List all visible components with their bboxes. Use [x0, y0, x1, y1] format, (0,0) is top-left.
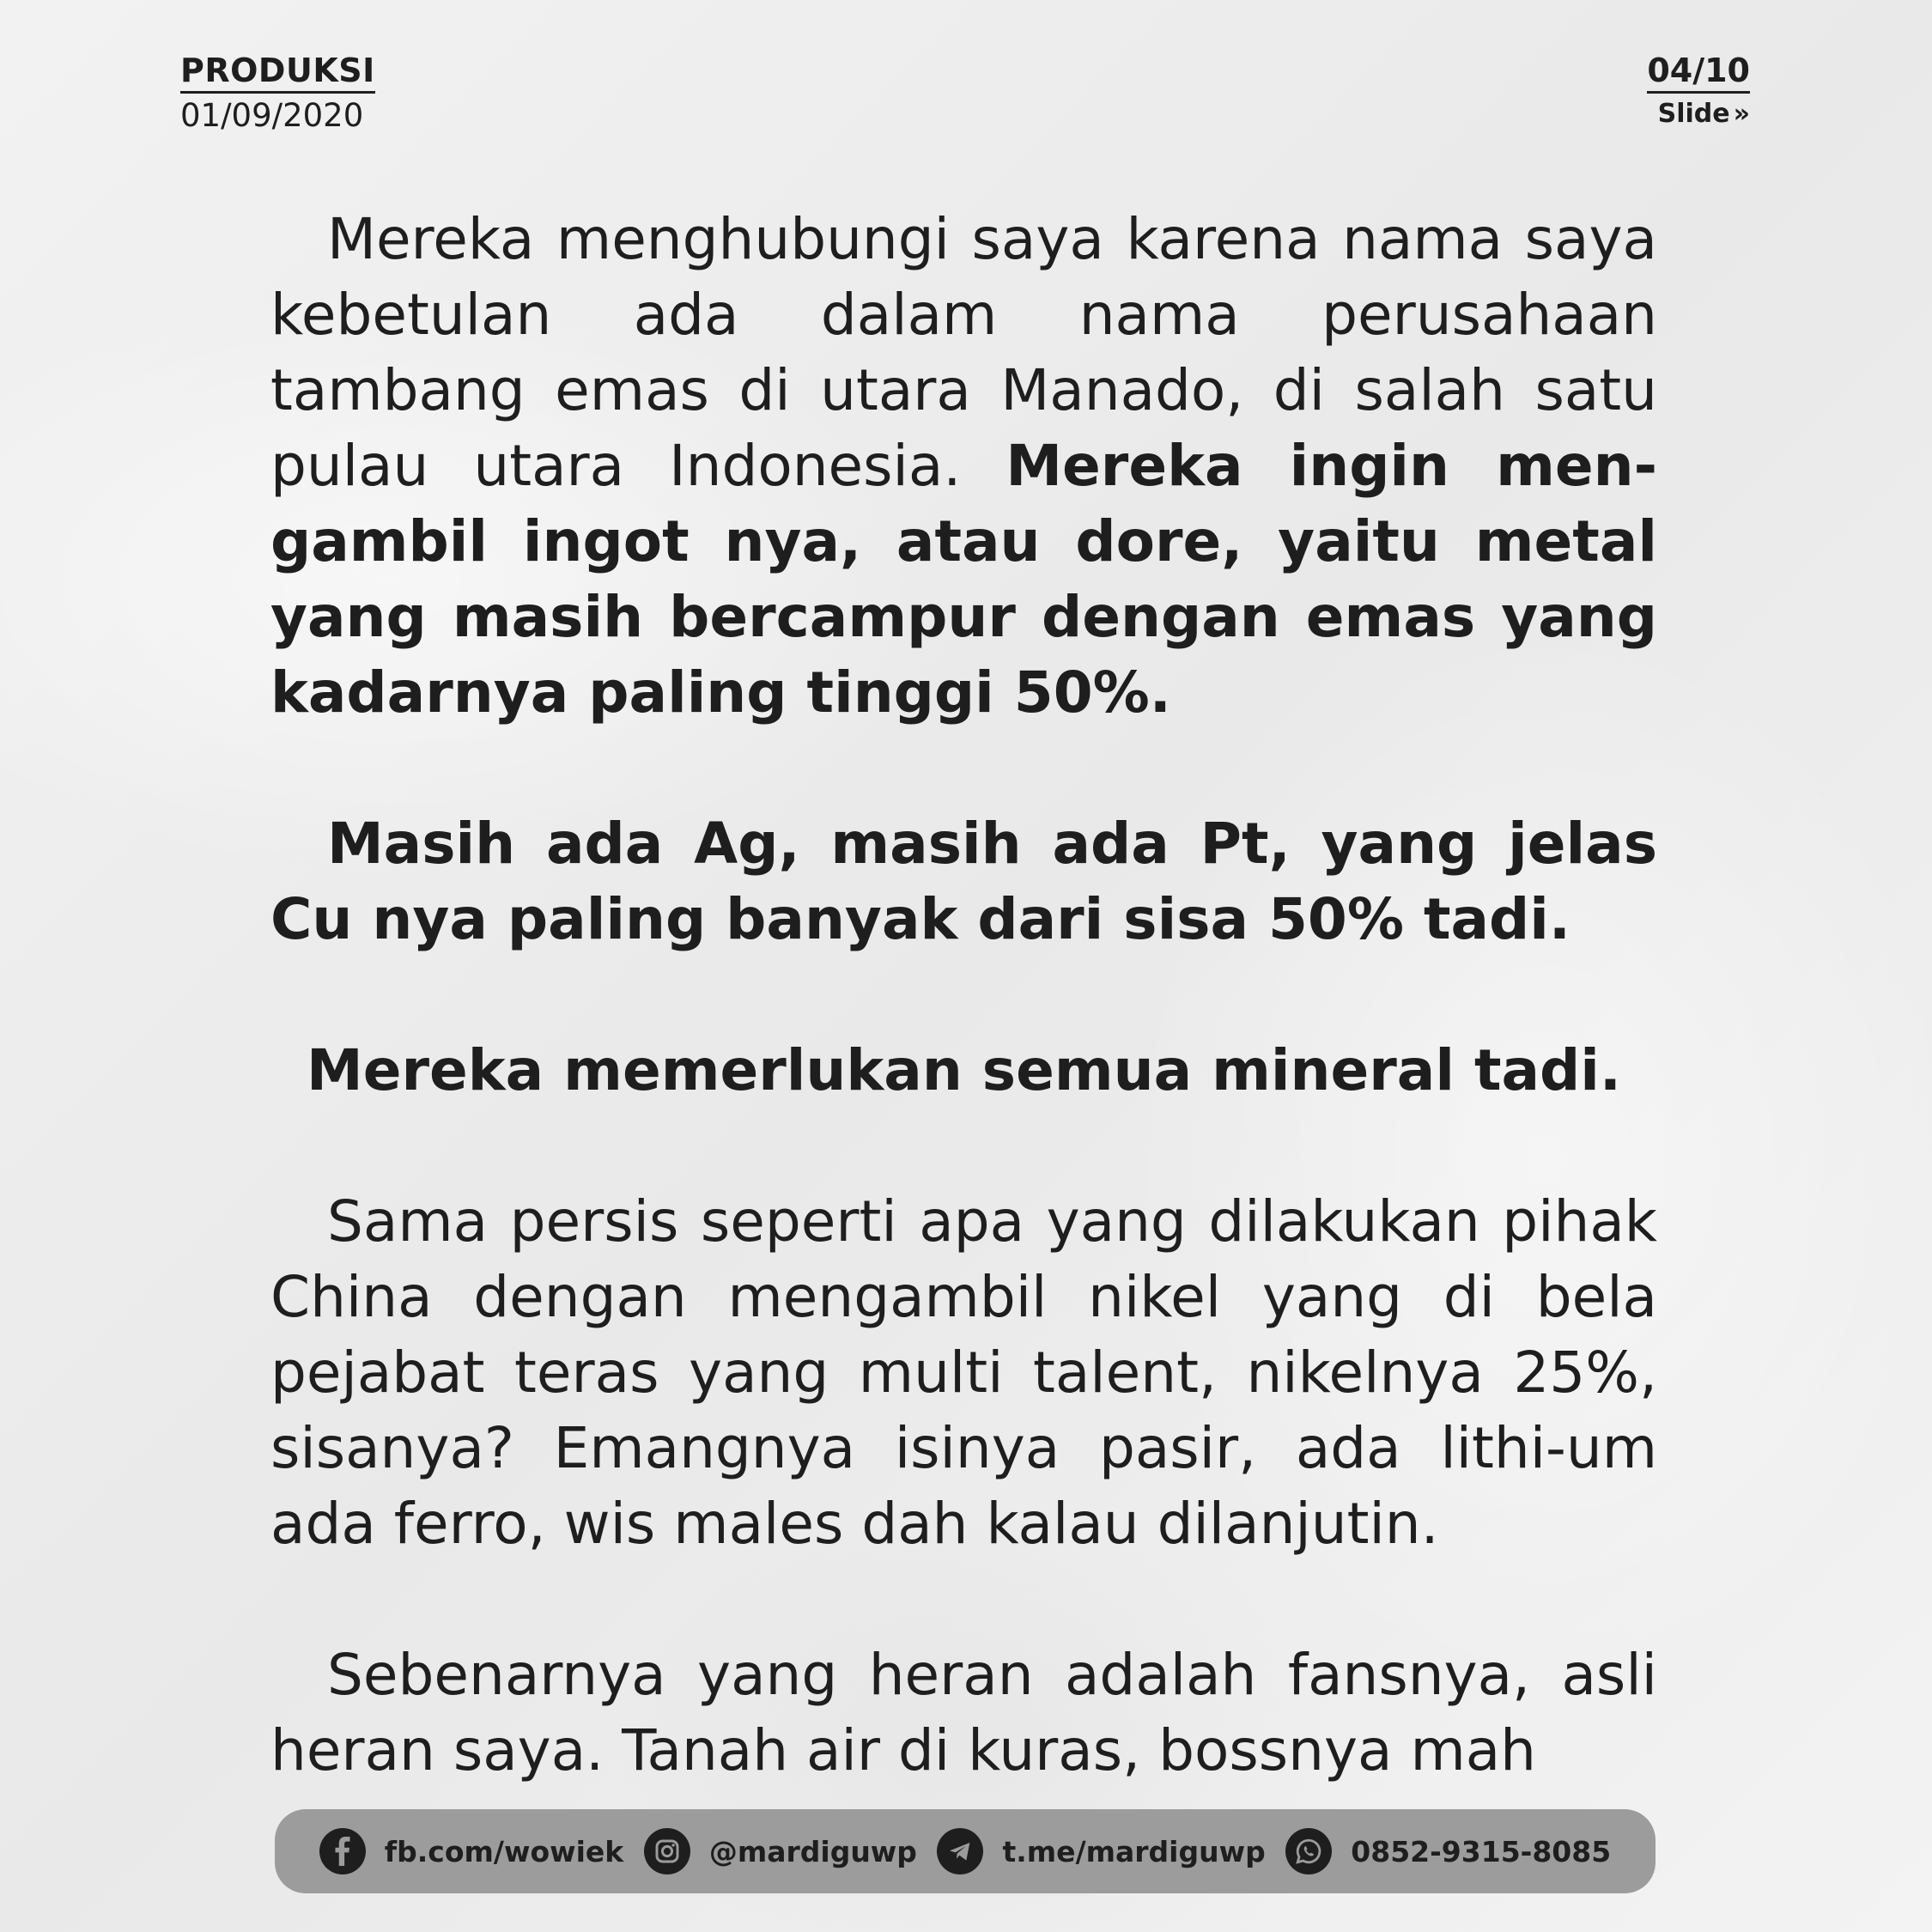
social-footer	[275, 1809, 1656, 1893]
paragraph-4: Sama persis seperti apa yang dilakukan pihak China dengan mengambil nikel yang di bela pejabat teras yang multi talent, nikelnya 25%, sisanya? Emangnya isinya pasir, ada lithi-um ada ferro, wis males dah kalau dilanjutin.	[270, 1188, 1657, 1557]
paragraph-3: Mereka memerlukan semua mineral tadi.	[307, 1037, 1621, 1103]
paragraph-5: Sebenarnya yang heran adalah fansnya, asli heran saya. Tanah air di kuras, bossnya mah	[270, 1642, 1657, 1783]
whatsapp-icon	[1285, 1828, 1332, 1874]
paragraph-1	[270, 202, 1657, 731]
post-date: 01/09/2020	[180, 97, 364, 134]
header-left	[180, 52, 375, 134]
slide-label: Slide	[1657, 99, 1730, 129]
category-label: PRODUKSI	[180, 52, 375, 94]
social-whatsapp[interactable]	[1285, 1828, 1611, 1874]
facebook-icon	[319, 1828, 366, 1874]
instagram-icon	[644, 1828, 690, 1874]
article-body	[270, 202, 1657, 1864]
paragraph-1-normal: Mereka menghubungi saya karena nama saya kebetulan ada dalam nama perusahaan tambang emas di utara Manado, di salah satu pulau utara Indonesia.	[270, 206, 1657, 499]
social-telegram[interactable]	[937, 1828, 1265, 1874]
double-chevron-right-icon: »	[1733, 99, 1750, 129]
paragraph-1-bold: Mereka ingin men-gambil ingot nya, atau dore, yaitu metal yang masih bercampur dengan emas yang kadarnya paling tinggi 50%.	[270, 433, 1657, 726]
social-instagram[interactable]	[644, 1828, 917, 1874]
page-counter: 04/10	[1647, 52, 1750, 94]
paragraph-2: Masih ada Ag, masih ada Pt, yang jelas Cu nya paling banyak dari sisa 50% tadi.	[270, 811, 1657, 952]
social-facebook[interactable]	[319, 1828, 623, 1874]
slide-indicator	[1647, 99, 1750, 129]
telegram-link[interactable]: t.me/mardiguwp	[1002, 1834, 1266, 1868]
header-right	[1647, 52, 1750, 129]
whatsapp-number[interactable]: 0852-9315-8085	[1351, 1834, 1612, 1868]
facebook-link[interactable]: fb.com/wowiek	[384, 1834, 624, 1868]
telegram-icon	[937, 1828, 983, 1874]
instagram-link[interactable]: @mardiguwp	[708, 1834, 917, 1868]
